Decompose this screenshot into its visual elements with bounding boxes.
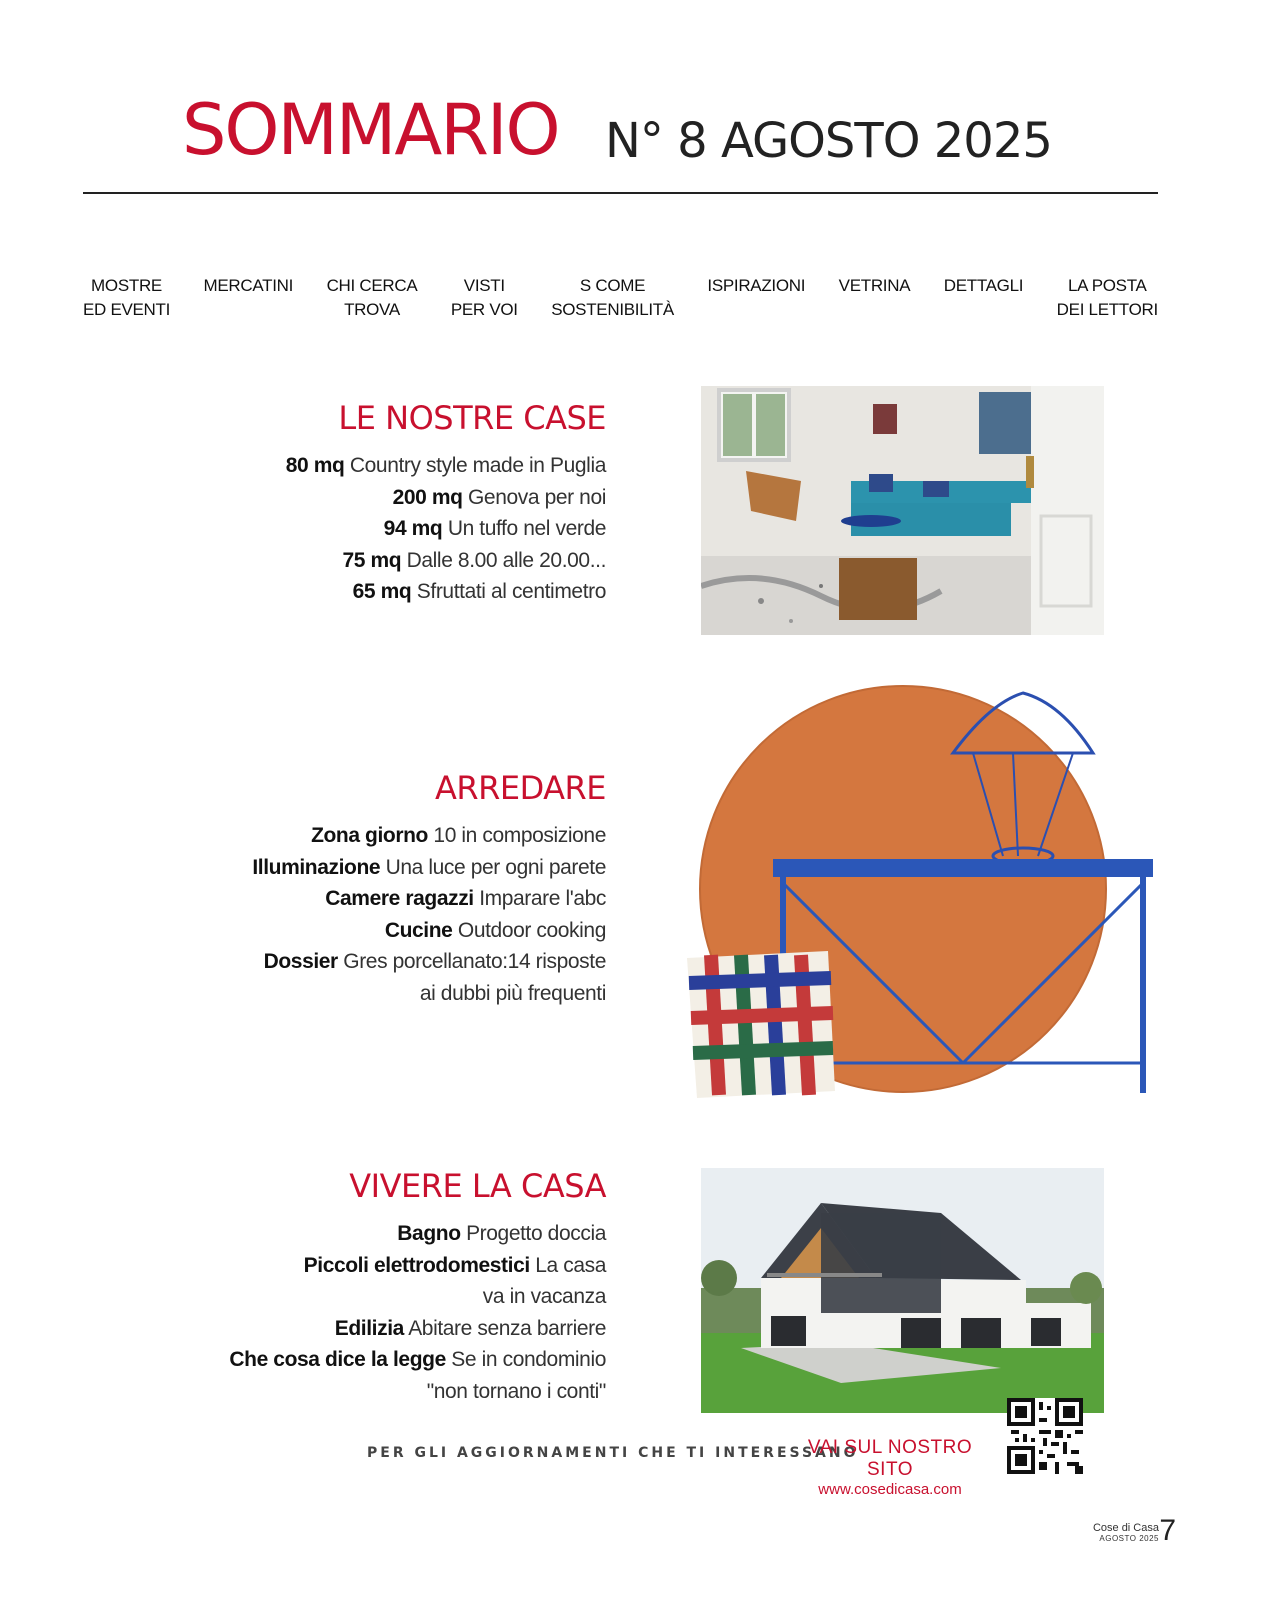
list-item[interactable]: Edilizia Abitare senza barriere bbox=[334, 1316, 606, 1340]
list-item-continuation: "non tornano i conti" bbox=[426, 1379, 606, 1403]
list-item-continuation: ai dubbi più frequenti bbox=[419, 981, 606, 1005]
section-arredare bbox=[252, 770, 606, 1009]
section-title[interactable]: VIVERE LA CASA bbox=[349, 1167, 606, 1205]
section-le-nostre-case bbox=[286, 400, 606, 608]
page-number: 7 bbox=[1159, 1514, 1176, 1547]
nav-item-vetrina[interactable]: VETRINA bbox=[838, 276, 911, 295]
promo-link[interactable] bbox=[790, 1437, 990, 1499]
magazine-name: Cose di Casa bbox=[1092, 1522, 1159, 1534]
section-nav bbox=[83, 274, 1158, 324]
list-item[interactable]: Illuminazione Una luce per ogni parete bbox=[252, 855, 606, 879]
list-item[interactable]: Zona giorno 10 in composizione bbox=[311, 824, 606, 847]
section-vivere-la-casa bbox=[229, 1168, 606, 1407]
promo-cta[interactable]: VAI SUL NOSTRO SITO bbox=[807, 1437, 973, 1480]
list-item[interactable]: Cucine Outdoor cooking bbox=[384, 918, 606, 942]
issue-date: AGOSTO 2025 bbox=[1099, 1534, 1159, 1543]
list-item[interactable]: Camere ragazzi Imparare l'abc bbox=[325, 887, 606, 910]
list-item[interactable]: 65 mq Sfruttati al centimetro bbox=[352, 580, 606, 603]
nav-item-mostre[interactable]: MOSTRE ED EVENTI bbox=[83, 276, 171, 319]
nav-item-mercatini[interactable]: MERCATINI bbox=[203, 276, 294, 295]
page-title: SOMMARIO bbox=[182, 89, 559, 171]
magazine-footer bbox=[1093, 1522, 1159, 1544]
website-link[interactable]: www.cosedicasa.com bbox=[818, 1481, 962, 1498]
nav-item-sostenibilita[interactable]: S COME SOSTENIBILITÀ bbox=[551, 276, 674, 319]
list-item[interactable]: 80 mq Country style made in Puglia bbox=[285, 454, 606, 477]
list-item-continuation: va in vacanza bbox=[482, 1285, 606, 1308]
furniture-collage bbox=[683, 683, 1163, 1113]
list-item[interactable]: 200 mq Genova per noi bbox=[392, 485, 606, 509]
nav-item-dettagli[interactable]: DETTAGLI bbox=[943, 276, 1024, 295]
section-title[interactable]: LE NOSTRE CASE bbox=[338, 399, 606, 437]
list-item[interactable]: Che cosa dice la legge Se in condominio bbox=[229, 1348, 606, 1371]
qr-code[interactable] bbox=[1007, 1398, 1083, 1474]
nav-item-visti[interactable]: VISTI PER VOI bbox=[450, 276, 518, 319]
list-item[interactable]: Dossier Gres porcellanato:14 risposte bbox=[263, 950, 606, 973]
nav-item-ispirazioni[interactable]: ISPIRAZIONI bbox=[707, 276, 806, 295]
list-item[interactable]: 75 mq Dalle 8.00 alle 20.00... bbox=[342, 548, 606, 572]
promo-text: PER GLI AGGIORNAMENTI CHE TI INTERESSANO bbox=[367, 1445, 859, 1461]
header-divider bbox=[83, 192, 1158, 194]
nav-item-posta[interactable]: LA POSTA DEI LETTORI bbox=[1056, 276, 1158, 319]
living-room-photo bbox=[701, 386, 1104, 635]
list-item[interactable]: Bagno Progetto doccia bbox=[397, 1222, 606, 1245]
section-title[interactable]: ARREDARE bbox=[435, 769, 606, 807]
list-item[interactable]: 94 mq Un tuffo nel verde bbox=[383, 517, 606, 540]
house-photo bbox=[701, 1168, 1104, 1413]
nav-item-chi-cerca[interactable]: CHI CERCA TROVA bbox=[326, 276, 418, 319]
list-item[interactable]: Piccoli elettrodomestici La casa bbox=[303, 1253, 606, 1277]
issue-label: N° 8 AGOSTO 2025 bbox=[605, 113, 1052, 169]
